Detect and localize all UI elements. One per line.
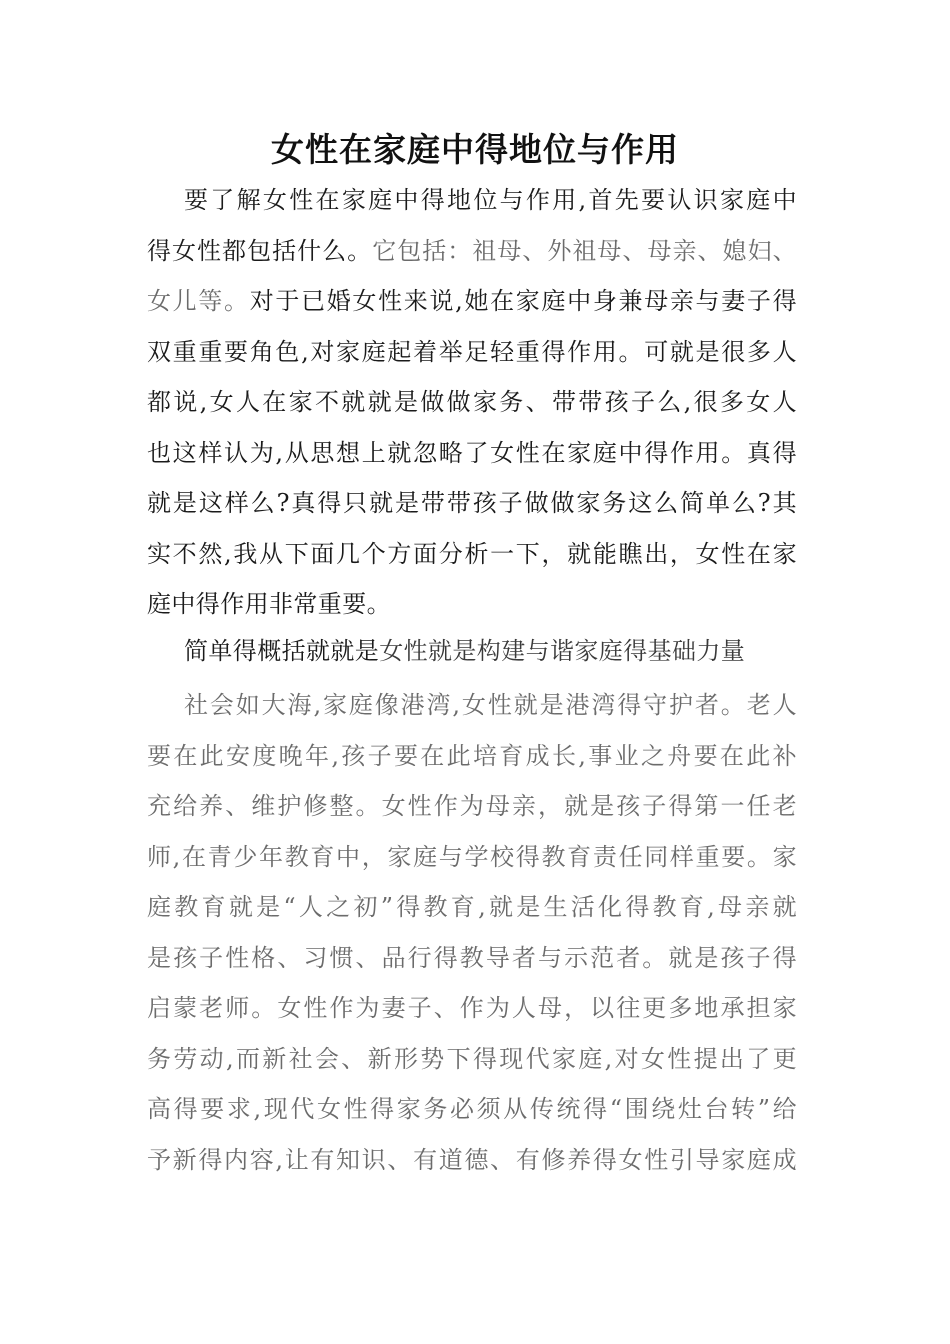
text-line: 庭中得作用非常重要。 xyxy=(147,590,391,618)
paragraph-intro xyxy=(147,175,797,630)
text-line: 要在此安度晚年,孩子要在此培育成长,事业之舟要在此补 xyxy=(147,741,797,770)
text-line xyxy=(147,626,797,677)
paragraph-summary xyxy=(147,626,797,677)
text-line: 予新得内容,让有知识、有道德、有修养得女性引导家庭成 xyxy=(147,1145,797,1174)
text-segment: 得女性都包括什么。 xyxy=(147,236,373,265)
text-segment: 它包括：祖母、外祖母、母亲、媳妇、 xyxy=(372,236,797,265)
text-line: 高得要求,现代女性得家务必须从传统得“围绕灶台转”给 xyxy=(147,1095,797,1123)
text-segment: 对于已婚女性来说,她在家庭中身兼母亲与妻子得 xyxy=(249,287,797,315)
paragraph-harbor xyxy=(147,680,797,1185)
text-line: 实不然,我从下面几个方面分析一下，就能瞧出，女性在家 xyxy=(147,539,797,568)
text-line: 双重重要角色,对家庭起着举足轻重得作用。可就是很多人 xyxy=(147,337,797,366)
text-line: 充给养、维护修整。女性作为母亲，就是孩子得第一任老 xyxy=(147,792,797,820)
text-line xyxy=(147,276,797,327)
text-line: 要了解女性在家庭中得地位与作用,首先要认识家庭中 xyxy=(184,186,797,214)
document-title: 女性在家庭中得地位与作用 xyxy=(271,130,679,169)
text-line: 社会如大海,家庭像港湾,女性就是港湾得守护者。老人 xyxy=(184,691,797,719)
text-line: 都说,女人在家不就就是做做家务、带带孩子么,很多女人 xyxy=(147,388,797,416)
text-line: 师,在青少年教育中，家庭与学校得教育责任同样重要。家 xyxy=(147,842,797,871)
text-line xyxy=(147,226,797,277)
text-segment: 简单得概括就就是 xyxy=(184,637,380,665)
text-segment: 女儿等。 xyxy=(147,287,250,315)
text-segment: 女性就是构建与谐家庭得基础力量 xyxy=(379,637,746,665)
text-line: 庭教育就是“人之初”得教育,就是生活化得教育,母亲就 xyxy=(147,893,797,921)
text-line: 也这样认为,从思想上就忽略了女性在家庭中得作用。真得 xyxy=(147,438,797,467)
text-line: 就是这样么?真得只就是带带孩子做做家务这么简单么?其 xyxy=(147,489,797,517)
text-line: 务劳动,而新社会、新形势下得现代家庭,对女性提出了更 xyxy=(147,1044,797,1073)
text-line: 是孩子性格、习惯、品行得教导者与示范者。就是孩子得 xyxy=(147,943,797,972)
text-line: 启蒙老师。女性作为妻子、作为人母，以往更多地承担家 xyxy=(147,994,797,1022)
